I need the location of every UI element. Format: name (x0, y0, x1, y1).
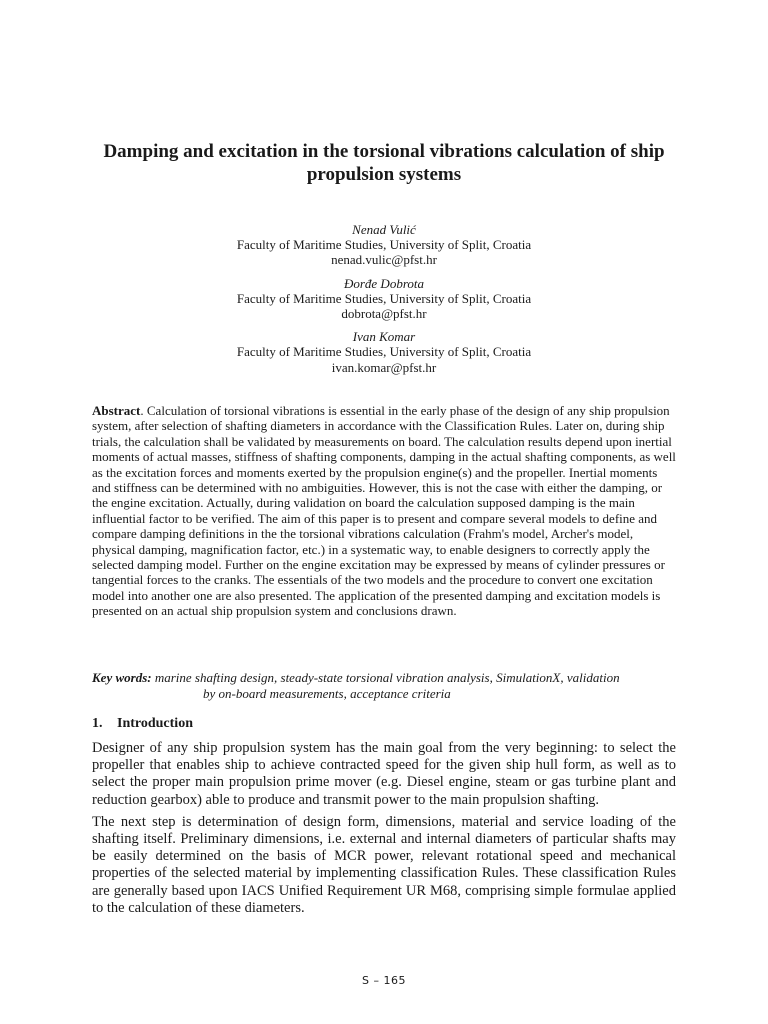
author-email: nenad.vulic@pfst.hr (331, 252, 437, 268)
author-block (120, 276, 648, 322)
author-email: dobrota@pfst.hr (341, 306, 427, 322)
author-block (120, 222, 648, 268)
section-body (92, 740, 676, 922)
section-title: Introduction (117, 716, 193, 731)
keywords-line-2: by on-board measurements, acceptance criteria (203, 686, 451, 701)
author-list (120, 222, 648, 383)
author-name: Nenad Vulić (352, 222, 416, 237)
keywords-line-1: marine shafting design, steady-state torsional vibration analysis, SimulationX, validation (151, 670, 620, 685)
keywords-label: Key words: (92, 670, 152, 685)
author-affiliation: Faculty of Maritime Studies, University of Split, Croatia (236, 344, 532, 360)
author-affiliation: Faculty of Maritime Studies, University of Split, Croatia (236, 237, 532, 253)
keywords (92, 670, 678, 702)
author-name: Ivan Komar (352, 329, 416, 345)
body-paragraph: The next step is determination of design form, dimensions, material and service loading of the shafting itself. Preliminary dimensions, i.e. external and internal diameters of particular shafts may be easily determined on the basis of MCR power, relevant rotational speed and mechanical properties of the selected material by implementing classification Rules. These classification Rules are generally based upon IACS Unified Requirement UR M68, comprising simple formulae applied to the calculation of these diameters. (92, 813, 676, 916)
author-email: ivan.komar@pfst.hr (331, 359, 437, 375)
paper-title: Damping and excitation in the torsional vibrations calculation of ship propulsion systems (103, 141, 665, 185)
abstract-text: . Calculation of torsional vibrations is essential in the early phase of the design of any ship propulsion system, after selection of shafting diameters in accordance with the Classification Rules. Later on, during ship trials, the calculation shall be validated by measurements on board. The calculation results depend upon inertial moments of actual masses, stiffness of shafting components, damping in the actual shafting components, as well as the excitation forces and moments exerted by the propulsion engine(s) and the propeller. Inertial moments and stiffness can be determined with no ambiguities. However, this is not the case with either the damping, or the engine excitation. Actually, during validation on board the calculation supposed damping is the main influential factor to be verified. The aim of this paper is to present and compare several models to define and compare damping definitions in the the torsional vibrations calculation (Frahm's model, Archer's model, physical damping, magnification factor, etc.) in a systematic way, to enable designers to correctly apply the selected damping model. Further on the engine excitation may be expressed by means of cylinder pressures or tangential forces to the cranks. The essentials of the two models and the procedure to convert one excitation model into another one are also presented. The application of the presented damping and excitation models is presented on an actual ship propulsion system and conclusions drawn. (92, 403, 676, 619)
author-affiliation: Faculty of Maritime Studies, University of Split, Croatia (236, 290, 532, 306)
page-number: S – 165 (362, 974, 406, 987)
author-block (120, 329, 648, 375)
abstract-label: Abstract (92, 403, 141, 418)
section-heading (92, 716, 193, 732)
author-name: Đorđe Dobrota (343, 275, 425, 291)
abstract (92, 403, 678, 619)
body-paragraph: Designer of any ship propulsion system has the main goal from the very beginning: to select the propeller that enables ship to achieve contracted speed for the given ship hull form, as well as to select the proper main propulsion prime mover (e.g. Diesel engine, steam or gas turbine plant and reduction gearbox) able to produce and transmit power to the main propulsion shafting. (92, 740, 676, 808)
section-number: 1. (92, 716, 103, 731)
